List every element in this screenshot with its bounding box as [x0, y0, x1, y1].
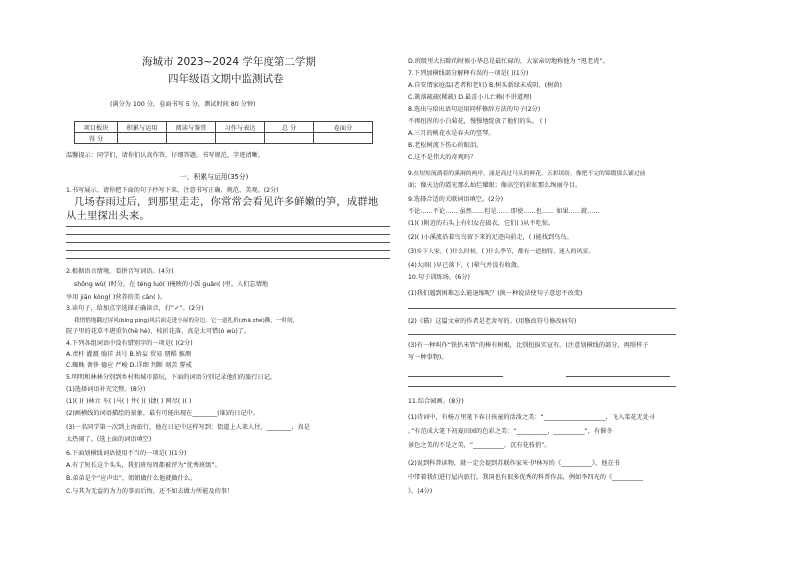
fill-line: (3)乡下人家，( )什么时候，( )什么季节，都有一道独特、迷人的风景。 [408, 249, 595, 255]
question-line: 1.书写展示。请你把下面的句子抄写下来，注意书写正确、规范、美观。(2分) [66, 187, 279, 194]
question-line: (2)画横线的词语描绘的景象，最有可能出现在________(谁)的日记中。 [66, 410, 260, 417]
option-line: C.蜘蛛 奢侈 德应 严峻 D.详细 判断 刻苦 誓戒 [66, 362, 192, 369]
score-cell [216, 133, 265, 144]
fill-line: (2)( )小溪流沿着鸟鸟留下来的足迹向前走，( )能找到鸟鸟。 [408, 234, 573, 241]
question-line: 。”有范成大笔下初夏田园的色彩之美：“__________，__________”，有催冬 [408, 428, 613, 435]
passage-line: 面；像天边的霞光那么灿烂耀眼；像高空的彩虹那么绚丽夺目。 [408, 182, 582, 189]
answer-line [408, 386, 676, 387]
writing-line [66, 258, 390, 259]
option-line: C.篱落疏疏(稀疏) D.最喜小儿亡赖(不讲道理) [408, 94, 532, 101]
score-cell [167, 133, 216, 144]
question-line: (3)有一种叫作“铁扒米管”的棒有树根，比别扭拔实宣有。(注意划横线的部分，再照样子 [408, 342, 649, 349]
question-line: (1)诗词中，有杨万里笔下春日孩童的活泼之美：“____________________，飞入菜花无处寻 [408, 414, 656, 421]
fill-line: (4)大雨( )早已落下，( )晕气并没有收敛。 [408, 262, 524, 269]
question-line: 4.下列各组词语中没有错别字的一项是( )(2分) [66, 340, 193, 347]
score-cell [118, 133, 167, 144]
score-cell [314, 133, 373, 144]
section-heading: 一、积累与运用(35分) [180, 173, 249, 181]
score-header-cell: 总 分 [265, 122, 314, 133]
score-header-cell: 项目板块 [75, 122, 118, 133]
question-line: 2.根据语言情境，看拼音写词语。(4分) [66, 268, 174, 275]
question-line: 5.明明和林林分别到乡村和城市游玩，下面的词语分别记录他们的旅行日记。 [66, 374, 277, 381]
question-line: 3.读句子，给加点字选择正确读音，打“✓”。(2分) [66, 305, 204, 312]
exam-meta: (满分为 100 分，卷面书写 5 分，测试时间 80 分钟) [110, 101, 256, 108]
option-line: B.老松树流下伤心的眼泪。 [408, 142, 483, 149]
question-line: 景色之美的不是之美，“__________，沉有花枝俏”。 [408, 442, 551, 449]
score-cell: 得 分 [75, 133, 118, 144]
option-line: D.班级里大扫除的时候小华总是最忙碌的，大家亲切地称他为 “甩老虎”。 [408, 58, 609, 65]
question-line: (1)( )( )林立 车( )马( ) 井( )( )捷( ) 两尽( )( ) [66, 398, 192, 405]
question-line: 不再扭捏的小白菊花，慢慢地绽放了他们的头。 ( ) [408, 118, 547, 125]
option-line: A.自安谓家庭温(老者和老妇) B.树头新绿未成阴。(树荫) [408, 82, 562, 89]
answer-line [408, 308, 676, 309]
score-header-cell: 习作与表达 [216, 122, 265, 133]
score-table [74, 121, 373, 144]
question-line: 院子里的花草不堪重负(hè hè)，枝折花落，真是太可惜(ò wù)了。 [66, 328, 251, 335]
option-line: A.责杆 灌溉 徜徉 共号 B.娇妄 贸易 朋稻 推测 [66, 351, 192, 358]
question-line: (2)说到科普读物，就一定会提到苏联作家米·伊林写的《__________》，他在书 [408, 460, 620, 467]
option-line: C.与其为无益的为力的事而后悔，还不如去做力所能及的事！ [66, 488, 234, 495]
question-line: 享用 jiān kòng( )营养的美 cān( )。 [66, 294, 167, 301]
tip-line: 温馨提示：同学们，请你们认真作答，仔细答题，书写规范，字迹清晰。 [66, 152, 264, 159]
question-line: 》。(4分) [408, 488, 433, 495]
question-line: (1)选择词语补充完整。(8分) [66, 386, 146, 393]
option-line: B.弟弟是个“应声虫”，姐姐做什么他就做什么。 [66, 475, 197, 482]
option-line: A.有了短长这个头头，我们班每周都被评为“优秀班级”。 [66, 462, 221, 469]
question-line: 我悄悄地翻过屏风(bīng píng)风后面走进小屋的旁边，它一道扎折(zhā zhé)撕，一时间， [74, 318, 299, 324]
question-line: 6.下面划横线词语使用不当的一项是( )(1分) [66, 450, 187, 457]
question-line: shōng wù( )时分，在 téng luó( )掩映的小饭 guǎn( )里，人们忘情地 [74, 281, 269, 288]
conjunction-options: 不论……不论…… 虽然……但是…… 即使……也…… 如果……就…… [408, 208, 600, 215]
score-table-row [75, 133, 373, 144]
answer-line [408, 334, 676, 335]
copy-sentence-line: 几场春雨过后，到那里走走，你常常会看见许多鲜嫩的笋，成群地 [74, 196, 379, 208]
score-header-cell: 卷面分 [314, 122, 373, 133]
copy-sentence-line: 从土里探出头来。 [66, 210, 150, 222]
answer-line [566, 376, 670, 377]
writing-line [66, 234, 390, 235]
writing-line [66, 242, 390, 243]
option-line: A.三月的桃花水是春天的竖琴。 [408, 130, 495, 137]
fill-line: (1)( )附近的石头上有妇女在捣衣，它们( )从不吃惊。 [408, 220, 555, 227]
exam-title-line1: 海城市 2023~2024 学年度第二学期 [142, 56, 316, 68]
question-line: (2)《猫》这篇文章的作者是老舍写的。(用修改符号修改病句) [408, 318, 577, 325]
question-line: (3)一名同学第一次到上海旅行，他在日记中这样写到：街道上人来人往，________，真是 [66, 424, 310, 431]
score-table-row [75, 122, 373, 133]
score-header-cell: 阅读与鉴赏 [167, 122, 216, 133]
question-line: 8.选出与给出语句运用同样修辞方法的句子(2分) [408, 106, 541, 113]
question-line: 写一种事物)。 [408, 354, 448, 361]
question-line: 太热闹了。(选上面的词语填空) [66, 436, 152, 443]
score-cell [265, 133, 314, 144]
question-line: 7.下列加横线部分解释有误的一项是( )(1分) [408, 70, 529, 77]
question-line: 中带着我们进行屋内旅行。我国也有很多优秀的科普作品，例如李四光的《__________ [408, 474, 644, 481]
writing-line [66, 226, 390, 227]
question-line: 9.选择合适的关联词语填空。(2分) [408, 196, 504, 203]
option-line: C.这不是伟大的奇观吗？ [408, 154, 477, 161]
score-header-cell: 积累与运用 [118, 122, 167, 133]
exam-title-line2: 四年级语文期中监测试卷 [168, 73, 284, 85]
passage-line: 9.在短短流淌着的溪涧的两岸，涌是高过马头的鲜花，五彩缤纷，像把不完的锦缎那么铺过前 [408, 171, 646, 177]
answer-line [408, 376, 503, 377]
question-line: 10.句子训练场。(6分) [408, 274, 470, 281]
writing-line [66, 250, 390, 251]
question-line: (1)我们遇到困难怎么能退缩呢？(换一种说法使句子意思不改变) [408, 290, 583, 297]
question-line: 11.综合园画。(8分) [408, 398, 464, 405]
